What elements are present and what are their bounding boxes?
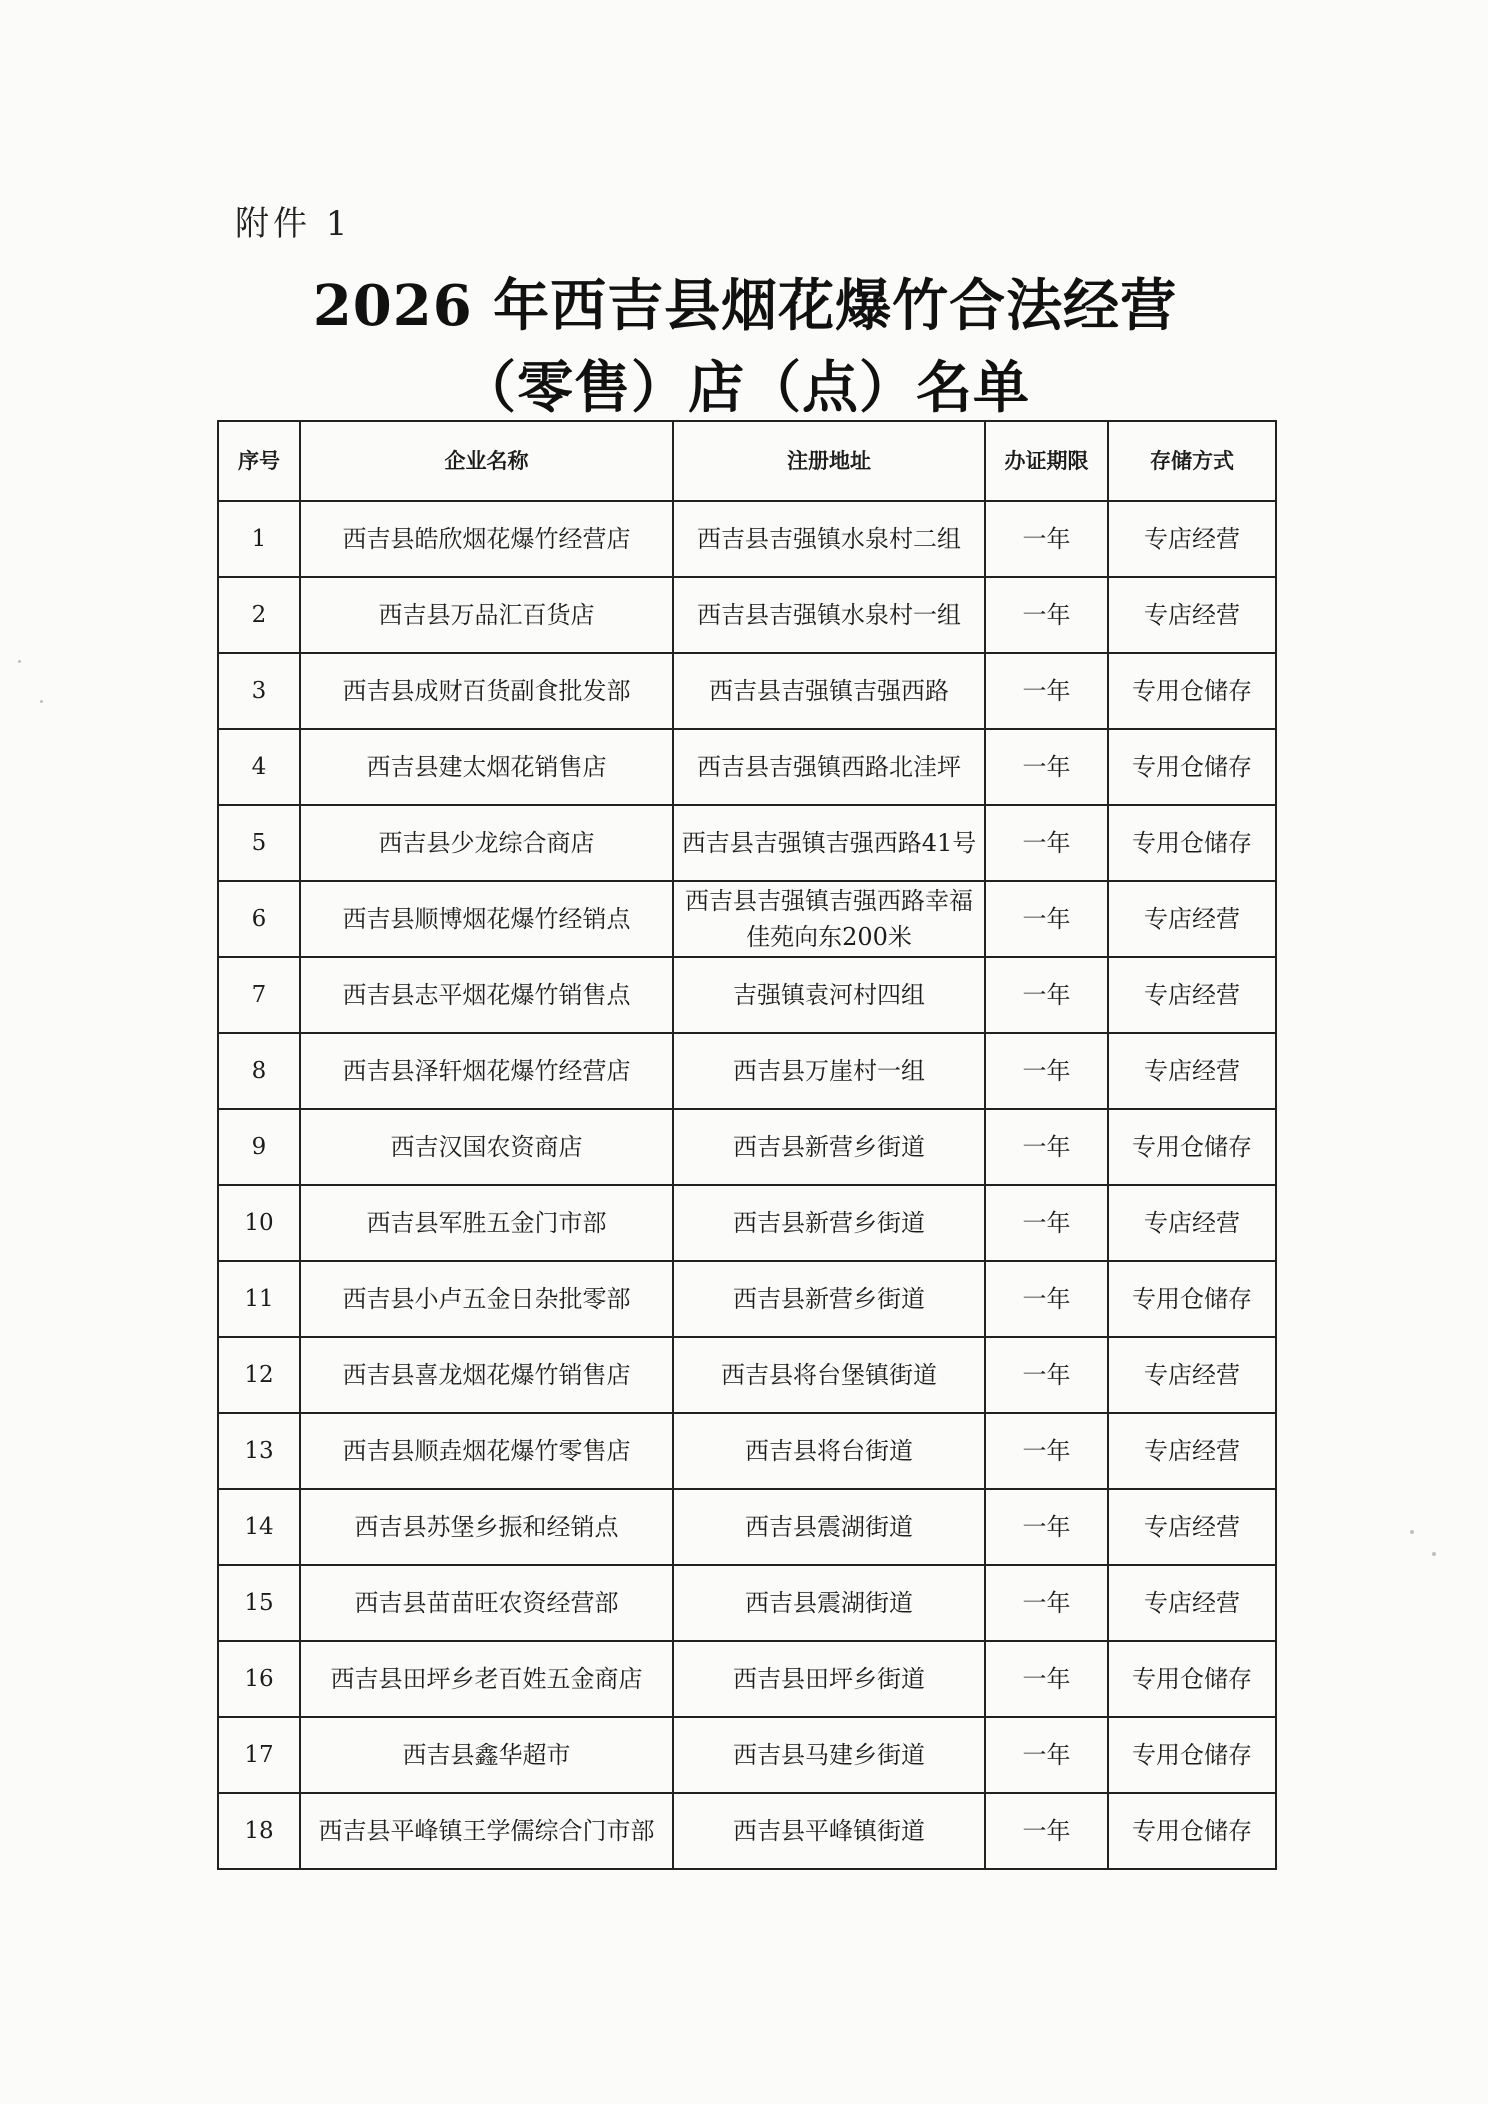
cell-license-term: 一年 — [985, 1565, 1108, 1641]
cell-enterprise-name: 西吉县苏堡乡振和经销点 — [300, 1489, 673, 1565]
cell-enterprise-name: 西吉县少龙综合商店 — [300, 805, 673, 881]
table-row — [218, 1337, 1276, 1413]
cell-license-term: 一年 — [985, 1033, 1108, 1109]
cell-serial-number: 1 — [218, 501, 300, 577]
table-row — [218, 1413, 1276, 1489]
cell-storage-method: 专店经营 — [1108, 1185, 1276, 1261]
scan-speck — [1410, 1530, 1414, 1534]
cell-serial-number: 8 — [218, 1033, 300, 1109]
cell-storage-method: 专店经营 — [1108, 501, 1276, 577]
cell-storage-method: 专店经营 — [1108, 1489, 1276, 1565]
cell-serial-number: 11 — [218, 1261, 300, 1337]
table-header-row — [218, 421, 1276, 501]
cell-registered-address: 西吉县吉强镇水泉村二组 — [673, 501, 985, 577]
cell-serial-number: 17 — [218, 1717, 300, 1793]
cell-registered-address: 西吉县新营乡街道 — [673, 1261, 985, 1337]
cell-registered-address: 西吉县平峰镇街道 — [673, 1793, 985, 1869]
document-title-line-2: （零售）店（点）名单 — [460, 355, 1030, 421]
scan-speck — [40, 700, 43, 703]
cell-serial-number: 15 — [218, 1565, 300, 1641]
table-row — [218, 805, 1276, 881]
cell-storage-method: 专店经营 — [1108, 1565, 1276, 1641]
cell-storage-method: 专店经营 — [1108, 957, 1276, 1033]
cell-registered-address: 西吉县吉强镇吉强西路 — [673, 653, 985, 729]
header-license-term: 办证期限 — [985, 421, 1108, 501]
cell-serial-number: 14 — [218, 1489, 300, 1565]
cell-enterprise-name: 西吉县志平烟花爆竹销售点 — [300, 957, 673, 1033]
attachment-label: 附件 1 — [235, 204, 352, 244]
cell-storage-method: 专用仓储存 — [1108, 729, 1276, 805]
cell-registered-address: 西吉县新营乡街道 — [673, 1109, 985, 1185]
table-row — [218, 1489, 1276, 1565]
cell-license-term: 一年 — [985, 729, 1108, 805]
cell-registered-address: 西吉县将台街道 — [673, 1413, 985, 1489]
cell-storage-method: 专用仓储存 — [1108, 805, 1276, 881]
table-row — [218, 1185, 1276, 1261]
cell-serial-number: 10 — [218, 1185, 300, 1261]
cell-license-term: 一年 — [985, 805, 1108, 881]
cell-serial-number: 7 — [218, 957, 300, 1033]
cell-storage-method: 专用仓储存 — [1108, 1793, 1276, 1869]
table-row — [218, 501, 1276, 577]
table-row — [218, 1109, 1276, 1185]
cell-enterprise-name: 西吉县田坪乡老百姓五金商店 — [300, 1641, 673, 1717]
cell-registered-address: 西吉县吉强镇吉强西路41号 — [673, 805, 985, 881]
cell-enterprise-name: 西吉县军胜五金门市部 — [300, 1185, 673, 1261]
cell-registered-address: 西吉县马建乡街道 — [673, 1717, 985, 1793]
table-row — [218, 653, 1276, 729]
table-row — [218, 1261, 1276, 1337]
header-enterprise-name: 企业名称 — [300, 421, 673, 501]
cell-storage-method: 专用仓储存 — [1108, 1109, 1276, 1185]
cell-license-term: 一年 — [985, 577, 1108, 653]
cell-storage-method: 专用仓储存 — [1108, 1717, 1276, 1793]
cell-enterprise-name: 西吉县成财百货副食批发部 — [300, 653, 673, 729]
cell-registered-address: 西吉县吉强镇吉强西路幸福佳苑向东200米 — [673, 881, 985, 957]
cell-serial-number: 18 — [218, 1793, 300, 1869]
cell-serial-number: 5 — [218, 805, 300, 881]
table-row — [218, 1033, 1276, 1109]
cell-license-term: 一年 — [985, 881, 1108, 957]
cell-enterprise-name: 西吉县苗苗旺农资经营部 — [300, 1565, 673, 1641]
cell-registered-address: 西吉县吉强镇水泉村一组 — [673, 577, 985, 653]
cell-license-term: 一年 — [985, 957, 1108, 1033]
cell-serial-number: 16 — [218, 1641, 300, 1717]
retail-store-list-table — [217, 420, 1277, 1870]
scan-speck — [1432, 1552, 1436, 1556]
cell-enterprise-name: 西吉县顺博烟花爆竹经销点 — [300, 881, 673, 957]
cell-storage-method: 专用仓储存 — [1108, 1641, 1276, 1717]
cell-license-term: 一年 — [985, 1109, 1108, 1185]
cell-storage-method: 专店经营 — [1108, 1337, 1276, 1413]
table-row — [218, 1793, 1276, 1869]
cell-storage-method: 专店经营 — [1108, 1413, 1276, 1489]
cell-registered-address: 西吉县震湖街道 — [673, 1565, 985, 1641]
table-row — [218, 1717, 1276, 1793]
cell-enterprise-name: 西吉汉国农资商店 — [300, 1109, 673, 1185]
cell-enterprise-name: 西吉县泽轩烟花爆竹经营店 — [300, 1033, 673, 1109]
document-title-line-1: 2026 年西吉县烟花爆竹合法经营 — [312, 273, 1178, 339]
cell-license-term: 一年 — [985, 501, 1108, 577]
cell-registered-address: 西吉县田坪乡街道 — [673, 1641, 985, 1717]
header-storage-method: 存储方式 — [1108, 421, 1276, 501]
table-row — [218, 577, 1276, 653]
table-row — [218, 1565, 1276, 1641]
cell-serial-number: 2 — [218, 577, 300, 653]
table-row — [218, 881, 1276, 957]
table-row — [218, 729, 1276, 805]
cell-enterprise-name: 西吉县喜龙烟花爆竹销售店 — [300, 1337, 673, 1413]
cell-enterprise-name: 西吉县建太烟花销售店 — [300, 729, 673, 805]
cell-storage-method: 专店经营 — [1108, 577, 1276, 653]
header-registered-address: 注册地址 — [673, 421, 985, 501]
cell-storage-method: 专店经营 — [1108, 881, 1276, 957]
cell-enterprise-name: 西吉县小卢五金日杂批零部 — [300, 1261, 673, 1337]
cell-license-term: 一年 — [985, 1793, 1108, 1869]
cell-license-term: 一年 — [985, 1489, 1108, 1565]
cell-license-term: 一年 — [985, 653, 1108, 729]
table-row — [218, 957, 1276, 1033]
cell-registered-address: 吉强镇袁河村四组 — [673, 957, 985, 1033]
cell-storage-method: 专用仓储存 — [1108, 653, 1276, 729]
cell-license-term: 一年 — [985, 1413, 1108, 1489]
table-row — [218, 1641, 1276, 1717]
cell-registered-address: 西吉县万崖村一组 — [673, 1033, 985, 1109]
header-serial-number: 序号 — [218, 421, 300, 501]
cell-license-term: 一年 — [985, 1717, 1108, 1793]
cell-serial-number: 12 — [218, 1337, 300, 1413]
cell-serial-number: 6 — [218, 881, 300, 957]
cell-serial-number: 3 — [218, 653, 300, 729]
cell-registered-address: 西吉县震湖街道 — [673, 1489, 985, 1565]
cell-serial-number: 13 — [218, 1413, 300, 1489]
cell-enterprise-name: 西吉县顺垚烟花爆竹零售店 — [300, 1413, 673, 1489]
cell-serial-number: 4 — [218, 729, 300, 805]
cell-registered-address: 西吉县新营乡街道 — [673, 1185, 985, 1261]
cell-license-term: 一年 — [985, 1261, 1108, 1337]
cell-registered-address: 西吉县吉强镇西路北洼坪 — [673, 729, 985, 805]
cell-enterprise-name: 西吉县皓欣烟花爆竹经营店 — [300, 501, 673, 577]
cell-license-term: 一年 — [985, 1641, 1108, 1717]
cell-license-term: 一年 — [985, 1337, 1108, 1413]
cell-registered-address: 西吉县将台堡镇街道 — [673, 1337, 985, 1413]
cell-enterprise-name: 西吉县万品汇百货店 — [300, 577, 673, 653]
cell-storage-method: 专用仓储存 — [1108, 1261, 1276, 1337]
cell-storage-method: 专店经营 — [1108, 1033, 1276, 1109]
cell-enterprise-name: 西吉县平峰镇王学儒综合门市部 — [300, 1793, 673, 1869]
cell-license-term: 一年 — [985, 1185, 1108, 1261]
table-body — [218, 501, 1276, 1869]
scan-speck — [18, 660, 21, 663]
cell-serial-number: 9 — [218, 1109, 300, 1185]
cell-enterprise-name: 西吉县鑫华超市 — [300, 1717, 673, 1793]
